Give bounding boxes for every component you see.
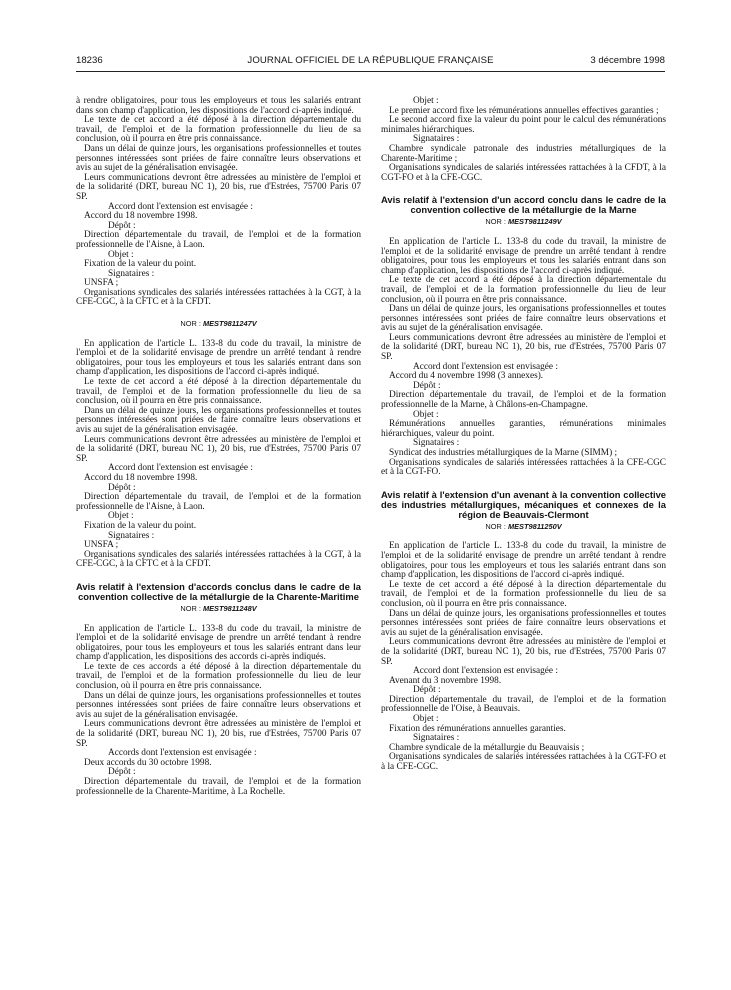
field-value: Chambre syndicale de la métallurgie du Beauvaisis ; xyxy=(389,742,585,753)
paragraph: En application de l'article L. 133-8 du code du travail, la ministre de l'emploi et de la solidarité envisage de prendre un arrêté tendant à rendre obligatoires, pour tous les employeurs et tous les salariés entrant dans son champ d'application, les dispositions de l'accord ci-après indiqué. xyxy=(381,541,666,581)
field-value: Fixation des rémunérations annuelles garanties. xyxy=(389,723,566,734)
field-label: Signataires : xyxy=(413,438,460,449)
field-label: Objet : xyxy=(413,409,439,420)
paragraph: Le texte de ces accords a été déposé à la direction départementale du travail, de l'emploi et de la formation professionnelle du lieu de leur conclusion, où il pourra en être pris connaissance. xyxy=(76,661,361,692)
paragraph: Leurs communications devront être adressées au ministère de l'emploi et de la solidarité (DRT, bureau NC 1), 20 bis, rue d'Estrées, 75700 Paris 07 SP. xyxy=(76,172,361,202)
field-label: Accord dont l'extension est envisagée : xyxy=(108,201,253,212)
field-label: Signataires : xyxy=(108,530,155,541)
paragraph: Le texte de cet accord a été déposé à la direction départementale du travail, de l'emploi et de la formation professionnelle du lieu de sa conclusion, où il pourra en être pris connaissance. xyxy=(381,579,666,609)
paragraph: Dans un délai de quinze jours, les organisations professionnelles et toutes personnes intéressées sont priées de faire connaître leurs observations et avis au sujet de la généralisation envisagée. xyxy=(76,690,361,720)
section-title: Avis relatif à l'extension d'accords conclus dans le cadre de la convention collective de la métallurgie de la Charente-Maritime xyxy=(76,580,361,602)
paragraph: Dans un délai de quinze jours, les organisations professionnelles et toutes personnes intéressées sont priées de faire connaître leurs observations et avis au sujet de la généralisation envisagée. xyxy=(381,608,666,638)
field-label: Signataires : xyxy=(108,268,155,279)
field-label: Signataires : xyxy=(413,134,460,145)
field-value: Chambre syndicale patronale des industries métallurgiques de la Charente-Maritime ; xyxy=(381,143,666,164)
field-label: Accord dont l'extension est envisagée : xyxy=(413,666,558,677)
field-label: Dépôt : xyxy=(108,220,136,231)
paragraph: Leurs communications devront être adressées au ministère de l'emploi et de la solidarité (DRT, bureau NC 1), 20 bis, rue d'Estrées, 75700 Paris 07 SP. xyxy=(381,637,666,667)
field-value: Organisations syndicales de salariés intéressées rattachées à la CFE-CGC et à la CGT-FO. xyxy=(381,457,666,478)
nor-code: MEST9811247V xyxy=(202,319,257,329)
paragraph: Dans un délai de quinze jours, les organisations professionnelles et toutes personnes intéressées sont priées de faire connaître leurs observations et avis au sujet de la généralisation envisagée. xyxy=(76,143,361,174)
field-label: Objet : xyxy=(108,249,134,260)
paragraph: En application de l'article L. 133-8 du code du travail, la ministre de l'emploi et de la solidarité envisage de prendre un arrêté tendant à rendre obligatoires, pour tous les employeurs et tous les salariés entrant dans leur champ d'application, les dispositions des accords ci-après indiqués. xyxy=(76,623,361,663)
field-label: Dépôt : xyxy=(108,482,136,493)
field-value: Fixation de la valeur du point. xyxy=(84,259,197,270)
nor-prefix: NOR : xyxy=(485,521,506,531)
field-value: Fixation de la valeur du point. xyxy=(84,520,197,531)
right-column xyxy=(381,97,666,773)
field-value: Organisations syndicales des salariés intéressées rattachées à la CGT, à la CFE-CGC, à la CFTC et à la CFDT. xyxy=(76,287,361,308)
field-value: Deux accords du 30 octobre 1998. xyxy=(84,757,212,768)
field-value: Direction départementale du travail, de l'emploi et de la formation professionnelle de l'Oise, à Beauvais. xyxy=(381,694,666,715)
nor-prefix: NOR : xyxy=(180,319,201,329)
section-title: Avis relatif à l'extension d'un avenant à la convention collective des industries métallurgiques, mécaniques et connexes de la région de Beauvais-Clermont xyxy=(381,488,666,520)
field-value: Direction départementale du travail, de l'emploi et de la formation professionnelle de l'Aisne, à Laon. xyxy=(76,230,361,250)
field-label: Dépôt : xyxy=(108,767,136,778)
nor-code: MEST9811250V xyxy=(507,521,562,531)
paragraph: En application de l'article L. 133-8 du code du travail, la ministre de l'emploi et de la solidarité envisage de prendre un arrêté tendant à rendre obligatoires, pour tous les employeurs et tous les salariés entrant dans son champ d'application, les dispositions de l'accord ci-après indiqué. xyxy=(76,338,361,378)
field-label: Dépôt : xyxy=(413,685,441,696)
page-header xyxy=(76,54,665,68)
field-label: Accord dont l'extension est envisagée : xyxy=(108,463,253,474)
left-column xyxy=(76,97,361,797)
field-label: Objet : xyxy=(108,511,134,522)
field-value: Accord du 18 novembre 1998. xyxy=(84,211,198,222)
nor-reference xyxy=(76,319,361,329)
field-value: Rémunérations annuelles garanties, rémunérations minimales hiérarchiques, valeur du point. xyxy=(381,419,666,439)
field-label: Signataires : xyxy=(413,733,460,744)
paragraph: Leurs communications devront être adressées au ministère de l'emploi et de la solidarité (DRT, bureau NC 1), 20 bis, rue d'Estrées, 75700 Paris 07 SP. xyxy=(76,434,361,464)
nor-reference xyxy=(381,217,666,227)
nor-reference xyxy=(76,604,361,614)
paragraph: Le texte de cet accord a été déposé à la direction départementale du travail, de l'emploi et de la formation professionnelle du lieu de sa conclusion, où il pourra en être pris connaissance. xyxy=(76,115,361,145)
nor-prefix: NOR : xyxy=(180,603,201,613)
nor-code: MEST9811248V xyxy=(202,603,257,613)
journal-title: JOURNAL OFFICIEL DE LA RÉPUBLIQUE FRANÇAISE xyxy=(247,55,494,66)
nor-reference xyxy=(381,522,666,532)
paragraph: Dans un délai de quinze jours, les organisations professionnelles et toutes personnes intéressées sont priées de faire connaître leurs observations et avis au sujet de la généralisation envisagée. xyxy=(381,304,666,334)
paragraph: Dans un délai de quinze jours, les organisations professionnelles et toutes personnes intéressées sont priées de faire connaître leurs observations et avis au sujet de la généralisation envisagée. xyxy=(76,405,361,435)
field-value: Organisations syndicales de salariés intéressées rattachées à la CFDT, à la CGT-FO et à la CFE-CGC. xyxy=(381,163,666,183)
paragraph: Leurs communications devront être adressées au ministère de l'emploi et de la solidarité (DRT, bureau NC 1), 20 bis, rue d'Estrées, 75700 Paris 07 SP. xyxy=(381,332,666,363)
field-value: Organisations syndicales des salariés intéressées rattachées à la CGT, à la CFE-CGC, à la CFTC et à la CFDT. xyxy=(76,549,361,570)
field-value: Avenant du 3 novembre 1998. xyxy=(389,675,502,686)
page-number: 18236 xyxy=(76,55,103,66)
paragraph: En application de l'article L. 133-8 du code du travail, la ministre de l'emploi et de la solidarité envisage de prendre un arrêté tendant à rendre obligatoires, pour tous les employeurs et tous les salariés entrant dans son champ d'application, les dispositions de l'accord ci-après indiqué. xyxy=(381,236,666,276)
paragraph: Leurs communications devront être adressées au ministère de l'emploi et de la solidarité (DRT, bureau NC 1), 20 bis, rue d'Estrées, 75700 Paris 07 SP. xyxy=(76,719,361,749)
nor-prefix: NOR : xyxy=(485,217,506,227)
field-label: Objet : xyxy=(413,714,439,725)
field-label: Dépôt : xyxy=(413,380,441,391)
field-value: UNSFA ; xyxy=(84,540,119,551)
header-rule xyxy=(76,71,665,72)
paragraph: à rendre obligatoires, pour tous les employeurs et tous les salariés entrant dans son champ d'application, les dispositions de l'accord ci-après indiqué. xyxy=(76,96,361,116)
field-value: Le premier accord fixe les rémunérations annuelles effectives garanties ; xyxy=(389,105,659,116)
field-value: Direction départementale du travail, de l'emploi et de la formation professionnelle de la Charente-Maritime, à La Rochelle. xyxy=(76,777,361,797)
section-title: Avis relatif à l'extension d'un accord conclu dans le cadre de la convention collective de la métallurgie de la Marne xyxy=(381,194,666,216)
paragraph: Le texte de cet accord a été déposé à la direction départementale du travail, de l'emploi et de la formation professionnelle du lieu de leur conclusion, où il pourra en être pris connaissance. xyxy=(381,275,666,305)
field-value: Direction départementale du travail, de l'emploi et de la formation professionnelle de l'Aisne, à Laon. xyxy=(76,492,361,512)
field-label: Objet : xyxy=(413,96,439,106)
field-value: Syndicat des industries métallurgiques de la Marne (SIMM) ; xyxy=(389,448,618,458)
nor-code: MEST9811249V xyxy=(507,217,562,227)
field-value: Direction départementale du travail, de l'emploi et de la formation professionnelle de la Marne, à Châlons-en-Champagne. xyxy=(381,390,666,411)
field-value: Le second accord fixe la valeur du point pour le calcul des rémunérations minimales hiérarchiques. xyxy=(381,115,666,135)
field-value: UNSFA ; xyxy=(84,278,119,289)
field-value: Organisations syndicales de salariés intéressées rattachées à la CGT-FO et à la CFE-CGC. xyxy=(381,752,666,773)
issue-date: 3 décembre 1998 xyxy=(590,55,665,66)
field-label: Accords dont l'extension est envisagée : xyxy=(108,748,257,759)
field-value: Accord du 18 novembre 1998. xyxy=(84,472,198,483)
field-label: Accord dont l'extension est envisagée : xyxy=(413,361,558,372)
paragraph: Le texte de cet accord a été déposé à la direction départementale du travail, de l'emploi et de la formation professionnelle du lieu de sa conclusion, où il pourra en être pris connaissance. xyxy=(76,377,361,407)
field-value: Accord du 4 novembre 1998 (3 annexes). xyxy=(389,371,544,382)
